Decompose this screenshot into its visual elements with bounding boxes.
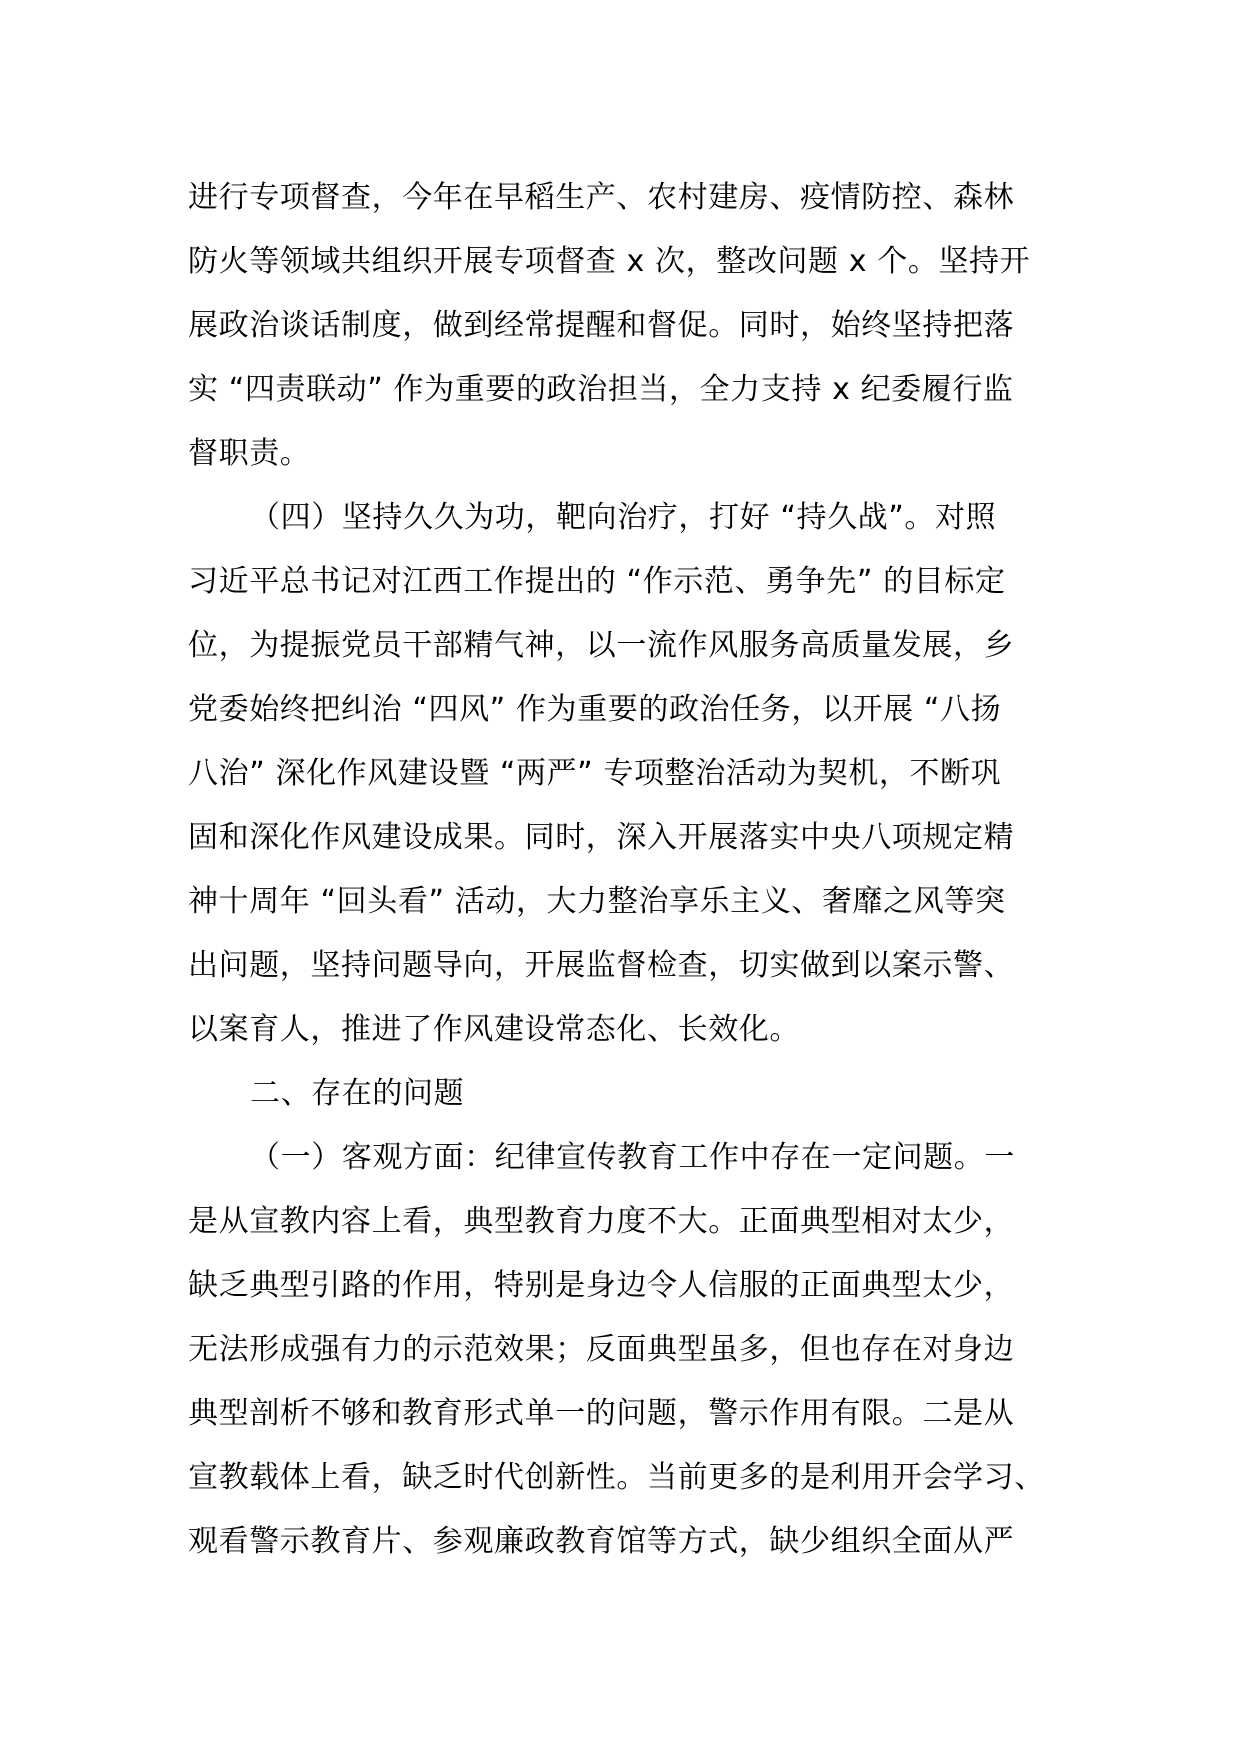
paragraph-line: 展政治谈话制度，做到经常提醒和督促。同时，始终坚持把落	[188, 308, 1015, 343]
paragraph-line: 实 “四责联动” 作为重要的政治担当，全力支持 x 纪委履行监	[188, 372, 1014, 407]
paragraph-line: 无法形成强有力的示范效果；反面典型虽多，但也存在对身边	[188, 1332, 1015, 1367]
paragraph-line: 督职责。	[188, 436, 311, 471]
paragraph-line: 观看警示教育片、参观廉政教育馆等方式，缺少组织全面从严	[188, 1524, 1015, 1559]
section-heading: 二、存在的问题	[250, 1076, 465, 1111]
paragraph-line: （一）客观方面：纪律宣传教育工作中存在一定问题。一	[250, 1140, 1015, 1175]
paragraph-line: 进行专项督查，今年在早稻生产、农村建房、疫情防控、森林	[188, 180, 1015, 215]
paragraph-line: 固和深化作风建设成果。同时，深入开展落实中央八项规定精	[188, 820, 1015, 855]
paragraph-line: （四）坚持久久为功，靶向治疗，打好 “持久战”。对照	[250, 500, 997, 535]
paragraph-line: 典型剖析不够和教育形式单一的问题，警示作用有限。二是从	[188, 1396, 1015, 1431]
paragraph-line: 防火等领域共组织开展专项督查 x 次，整改问题 x 个。坚持开	[188, 244, 1031, 279]
paragraph-line: 党委始终把纠治 “四风” 作为重要的政治任务，以开展 “八扬	[188, 692, 1002, 727]
paragraph-line: 出问题，坚持问题导向，开展监督检查，切实做到以案示警、	[188, 948, 1015, 983]
paragraph-line: 宣教载体上看，缺乏时代创新性。当前更多的是利用开会学习、	[188, 1460, 1045, 1495]
paragraph-line: 神十周年 “回头看” 活动，大力整治享乐主义、奢靡之风等突	[188, 884, 1006, 919]
paragraph-line: 缺乏典型引路的作用，特别是身边令人信服的正面典型太少，	[188, 1268, 1015, 1303]
paragraph-line: 是从宣教内容上看，典型教育力度不大。正面典型相对太少，	[188, 1204, 1015, 1239]
paragraph-line: 习近平总书记对江西工作提出的 “作示范、勇争先” 的目标定	[188, 564, 1006, 599]
paragraph-line: 以案育人，推进了作风建设常态化、长效化。	[188, 1012, 800, 1047]
paragraph-line: 八治” 深化作风建设暨 “两严” 专项整治活动为契机，不断巩	[188, 756, 1002, 791]
paragraph-line: 位，为提振党员干部精气神，以一流作风服务高质量发展，乡	[188, 628, 1015, 663]
